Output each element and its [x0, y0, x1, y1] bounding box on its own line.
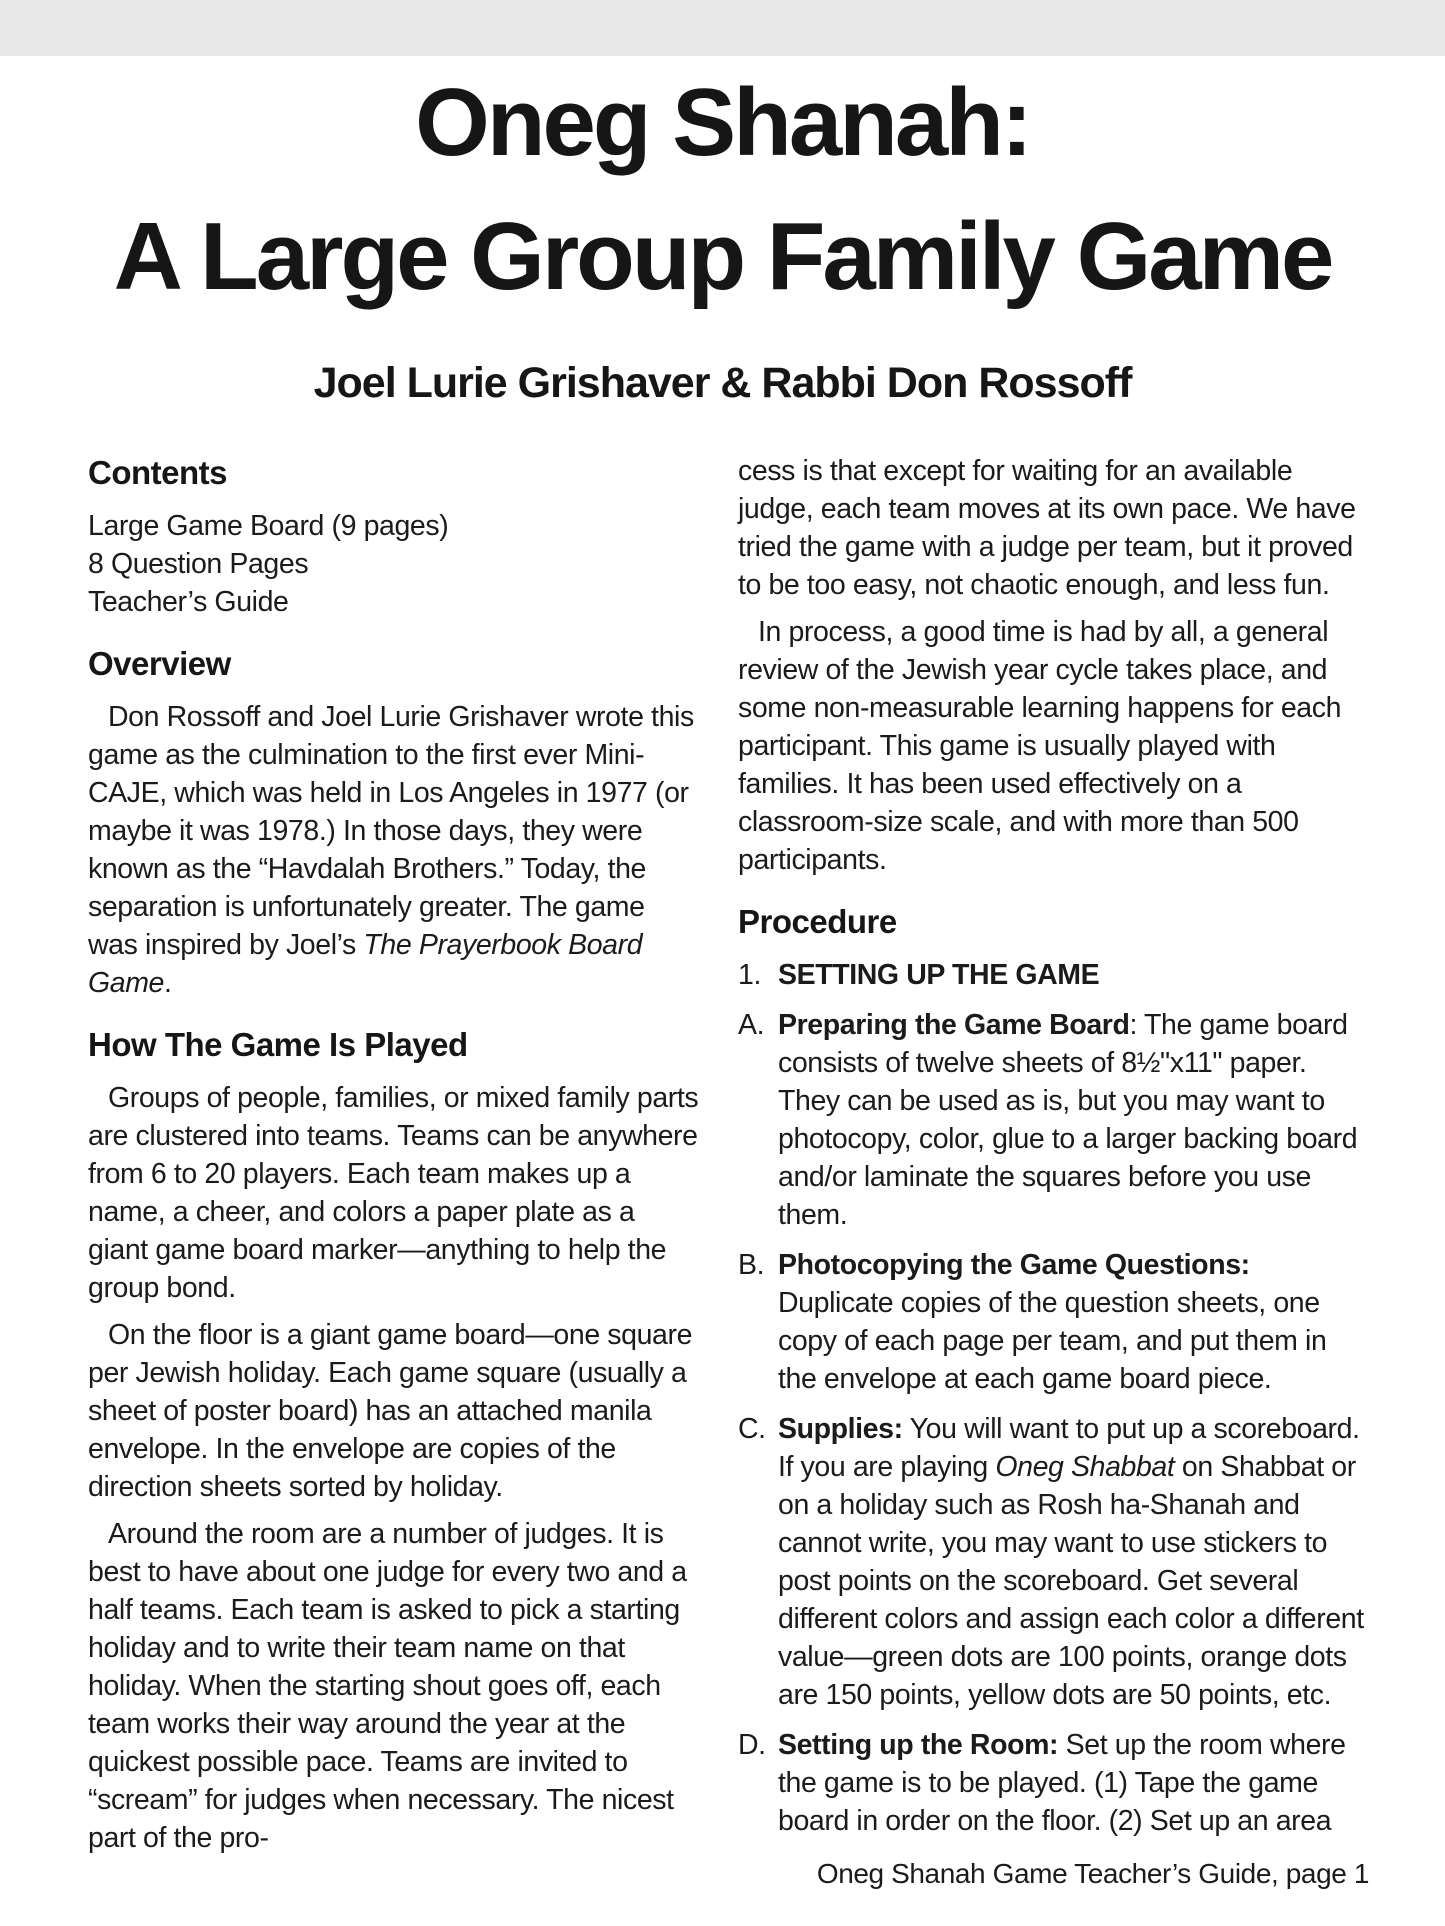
left-column — [88, 452, 700, 1892]
overview-text: Don Rossoff and Joel Lurie Grishaver wrote this game as the culmination to the first ever Mini-CAJE, which was held in Los Angeles in 1977 (or maybe it was 1978.) In those days, they were known as the “Havdalah Brothers.” Today, the separation is unfortunately greater. The game was inspired by Joel’s — [88, 700, 694, 961]
item-label: Supplies: — [778, 1412, 903, 1445]
document-header — [0, 56, 1445, 408]
procedure-item-c — [738, 1410, 1369, 1714]
item-letter: A. — [738, 1008, 765, 1041]
document-title — [0, 56, 1445, 325]
contents-item: Large Game Board (9 pages) — [88, 509, 449, 542]
item-text: on Shabbat or on a holiday such as Rosh ha-Shanah and cannot write, you may want to use stickers to post points on the scoreboard. Get several different colors and assign each color a different value—green dots are 100 points, orange dots are 150 points, yellow dots are 50 points, etc. — [778, 1450, 1364, 1711]
item-letter: D. — [738, 1728, 766, 1761]
two-column-body — [0, 452, 1445, 1892]
item-label: Preparing the Game Board — [778, 1008, 1130, 1041]
overview-text-after: . — [164, 966, 172, 999]
procedure-item-a — [738, 1006, 1369, 1234]
procedure-item-b — [738, 1246, 1369, 1398]
item-text: You will want to put up a scoreboard. If you are playing — [778, 1412, 1360, 1483]
procedure-heading: Procedure — [738, 902, 897, 940]
item-text: Set up the room where the game is to be played. (1) Tape the game board in order on the floor. (2) Set up an area — [778, 1728, 1346, 1837]
procedure-step-number: 1. — [738, 958, 761, 991]
document-page — [0, 56, 1445, 1926]
title-line-1: Oneg Shanah: — [415, 69, 1030, 176]
procedure-step-1 — [738, 956, 1369, 994]
overview-paragraph — [88, 698, 700, 1002]
right-column — [738, 452, 1369, 1892]
item-letter: C. — [738, 1412, 766, 1445]
procedure-item-d — [738, 1726, 1369, 1840]
book-title-italic: The Prayerbook Board Game — [88, 928, 643, 999]
procedure-step-title: SETTING UP THE GAME — [778, 958, 1100, 991]
in-process-paragraph: In process, a good time is had by all, a general review of the Jewish year cycle takes place, and some non-measurable learning happens for each participant. This game is usually played with families. It has been used effectively on a classroom-size scale, and with more than 500 participants. — [738, 615, 1342, 876]
contents-item: Teacher’s Guide — [88, 585, 289, 618]
how-played-paragraph-1: Groups of people, families, or mixed family parts are clustered into teams. Teams can be anywhere from 6 to 20 players. Each team makes up a name, a cheer, and colors a paper plate as a giant game board marker—anything to help the group bond. — [88, 1081, 699, 1304]
item-text: Duplicate copies of the question sheets, one copy of each page per team, and put them in the envelope at each game board piece. — [778, 1286, 1327, 1395]
contents-item: 8 Question Pages — [88, 547, 309, 580]
continued-paragraph: cess is that except for waiting for an available judge, each team moves at its own pace. We have tried the game with a judge per team, but it proved to be too easy, not chaotic enough, and less fun. — [738, 454, 1356, 601]
how-played-heading: How The Game Is Played — [88, 1025, 468, 1063]
contents-heading: Contents — [88, 453, 227, 491]
page-footer: Oneg Shanah Game Teacher’s Guide, page 1 — [816, 1857, 1369, 1889]
game-name-italic: Oneg Shabbat — [995, 1450, 1175, 1483]
overview-heading: Overview — [88, 644, 231, 682]
item-label: Photocopying the Game Questions: — [778, 1248, 1250, 1281]
item-text: : The game board consists of twelve sheets of 8½"x11" paper. They can be used as is, but you may want to photocopy, color, glue to a larger backing board and/or laminate the squares before you use them. — [778, 1008, 1358, 1231]
how-played-paragraph-3: Around the room are a number of judges. It is best to have about one judge for every two and a half teams. Each team is asked to pick a starting holiday and to write their team name on that holiday. When the starting shout goes off, each team works their way around the year at the quickest possible pace. Teams are invited to “scream” for judges when necessary. The nicest part of the pro- — [88, 1517, 687, 1854]
item-letter: B. — [738, 1248, 765, 1281]
byline: Joel Lurie Grishaver & Rabbi Don Rossoff — [313, 358, 1132, 407]
title-line-2: A Large Group Family Game — [113, 203, 1332, 311]
how-played-paragraph-2: On the floor is a giant game board—one square per Jewish holiday. Each game square (usually a sheet of poster board) has an attached manila envelope. In the envelope are copies of the direction sheets sorted by holiday. — [88, 1318, 693, 1503]
item-label: Setting up the Room: — [778, 1728, 1059, 1761]
